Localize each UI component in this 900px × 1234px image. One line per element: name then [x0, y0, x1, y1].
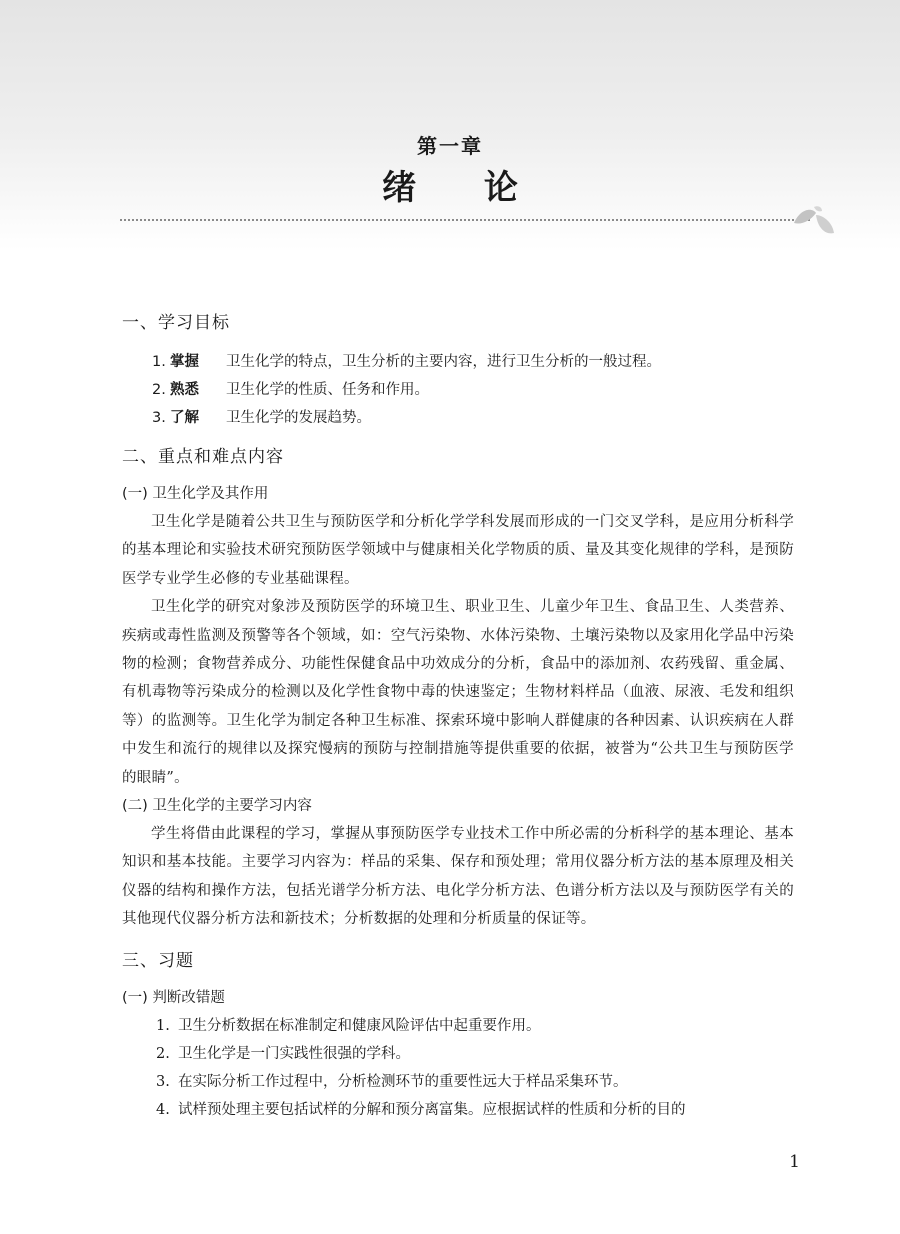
objective-item	[122, 348, 794, 376]
header-divider	[120, 219, 810, 221]
objective-number: 2.	[152, 382, 166, 398]
exercise-item	[122, 1040, 794, 1068]
chapter-header-band	[0, 0, 900, 250]
subsection-heading: (一) 卫生化学及其作用	[122, 486, 269, 502]
chapter-title: 绪 论	[382, 168, 546, 208]
objective-keyword: 熟悉	[170, 382, 199, 398]
leaf-ornament-icon	[792, 203, 836, 239]
objective-item	[122, 376, 794, 404]
body-paragraph: 卫生化学是随着公共卫生与预防医学和分析化学学科发展而形成的一门交叉学科，是应用分析科学的基本理论和实验技术研究预防医学领域中与健康相关化学物质的质、量及其变化规律的学科，是预防医学专业学生必修的专业基础课程。	[122, 514, 794, 587]
exercise-item	[122, 1096, 794, 1124]
objective-text: 卫生化学的特点，卫生分析的主要内容，进行卫生分析的一般过程。	[226, 354, 661, 370]
body-paragraph: 卫生化学的研究对象涉及预防医学的环境卫生、职业卫生、儿童少年卫生、食品卫生、人类营养、疾病或毒性监测及预警等各个领域，如：空气污染物、水体污染物、土壤污染物以及家用化学品中污染物的检测；食物营养成分、功能性保健食品中功效成分的分析，食品中的添加剂、农药残留、重金属、有机毒物等污染成分的检测以及化学性食物中毒的快速鉴定；生物材料样品（血液、尿液、毛发和组织等）的监测等。卫生化学为制定各种卫生标准、探索环境中影响人群健康的各种因素、认识疾病在人群中发生和流行的规律以及探究慢病的预防与控制措施等提供重要的依据，被誉为“公共卫生与预防医学的眼睛”。	[122, 599, 794, 786]
page-content	[122, 306, 794, 1124]
section-heading-key-points: 二、重点和难点内容	[122, 447, 284, 467]
exercise-number: 3.	[156, 1073, 170, 1090]
section-heading-objectives: 一、学习目标	[122, 313, 230, 333]
exercise-text: 试样预处理主要包括试样的分解和预分离富集。应根据试样的性质和分析的目的	[178, 1101, 686, 1118]
objective-text: 卫生化学的性质、任务和作用。	[226, 382, 429, 398]
page-number: 1	[789, 1152, 800, 1172]
section-heading-exercises: 三、习题	[122, 950, 194, 971]
exercise-item	[122, 1068, 794, 1096]
body-paragraph: 学生将借由此课程的学习，掌握从事预防医学专业技术工作中所必需的分析科学的基本理论、基本知识和基本技能。主要学习内容为：样品的采集、保存和预处理；常用仪器分析方法的基本原理及相关仪器的结构和操作方法，包括光谱学分析方法、电化学分析方法、色谱分析方法以及与预防医学有关的其他现代仪器分析方法和新技术；分析数据的处理和分析质量的保证等。	[122, 826, 794, 928]
exercise-number: 2.	[156, 1045, 170, 1062]
objective-keyword: 了解	[170, 410, 199, 426]
exercise-number: 4.	[156, 1101, 170, 1118]
subsection-heading: (二) 卫生化学的主要学习内容	[122, 798, 312, 815]
chapter-label: 第一章	[417, 134, 483, 158]
objective-item	[122, 404, 794, 432]
exercise-text: 在实际分析工作过程中，分析检测环节的重要性远大于样品采集环节。	[178, 1073, 628, 1090]
objective-number: 3.	[152, 410, 166, 426]
objective-keyword: 掌握	[170, 354, 199, 370]
exercise-text: 卫生化学是一门实践性很强的学科。	[178, 1045, 410, 1062]
objective-text: 卫生化学的发展趋势。	[226, 410, 371, 426]
exercise-item	[122, 1012, 794, 1040]
subsection-heading: (一) 判断改错题	[122, 989, 225, 1006]
objective-number: 1.	[152, 354, 166, 370]
exercise-number: 1.	[156, 1017, 170, 1034]
exercise-text: 卫生分析数据在标准制定和健康风险评估中起重要作用。	[178, 1017, 541, 1034]
